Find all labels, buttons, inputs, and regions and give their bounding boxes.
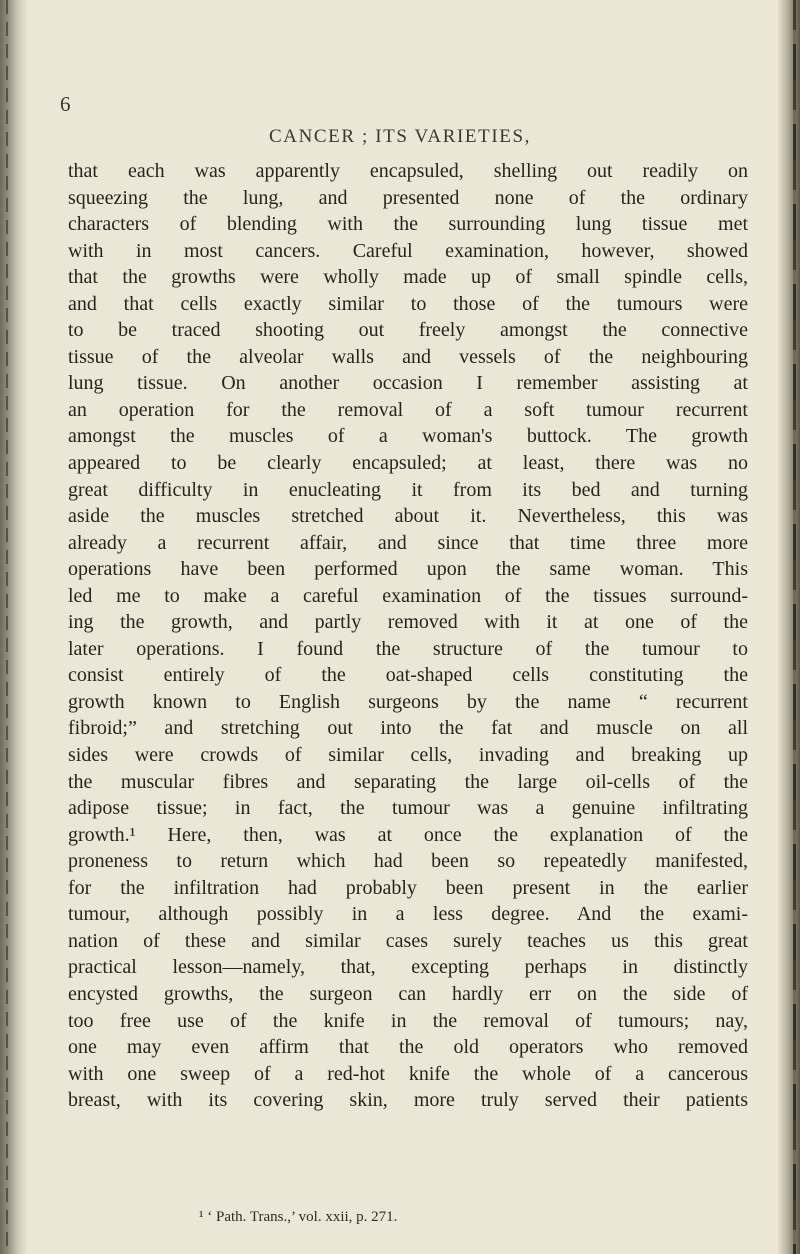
text-line: adipose tissue; in fact, the tumour was a genuine infiltrating xyxy=(68,797,748,820)
text-line: encysted growths, the surgeon can hardly err on the side of xyxy=(68,982,748,1005)
text-line: to be traced shooting out freely amongst the connective xyxy=(68,319,748,342)
text-line: and that cells exactly similar to those of the tumours were xyxy=(68,292,748,315)
text-line: too free use of the knife in the removal of tumours; nay, xyxy=(68,1009,748,1032)
text-line: fibroid;” and stretching out into the fat and muscle on all xyxy=(68,717,748,740)
page-number: 6 xyxy=(60,92,71,116)
text-line: consist entirely of the oat-shaped cells constituting the xyxy=(68,664,748,687)
text-line: amongst the muscles of a woman's buttock. The growth xyxy=(68,425,748,448)
text-line: with one sweep of a red-hot knife the whole of a cancerous xyxy=(68,1062,748,1085)
text-line: growth.¹ Here, then, was at once the explanation of the xyxy=(68,823,748,846)
text-line: aside the muscles stretched about it. Nevertheless, this was xyxy=(68,505,748,528)
text-line: proneness to return which had been so repeatedly manifested, xyxy=(68,850,748,873)
text-line: squeezing the lung, and presented none of the ordinary xyxy=(68,186,748,209)
page-binding-edge xyxy=(0,0,26,1254)
text-line: with in most cancers. Careful examination, however, showed xyxy=(68,239,748,262)
page-right-edge xyxy=(778,0,800,1254)
text-line: led me to make a careful examination of the tissues surround- xyxy=(68,584,748,607)
text-line: lung tissue. On another occasion I remember assisting at xyxy=(68,372,748,395)
text-line: one may even affirm that the old operators who removed xyxy=(68,1036,748,1059)
text-line: growth known to English surgeons by the name “ recurrent xyxy=(68,690,748,713)
text-line: appeared to be clearly encapsuled; at least, there was no xyxy=(68,452,748,475)
text-line: the muscular fibres and separating the large oil-cells of the xyxy=(68,770,748,793)
text-line: tumour, although possibly in a less degree. And the exami- xyxy=(68,903,748,926)
text-line: tissue of the alveolar walls and vessels of the neighbouring xyxy=(68,345,748,368)
text-line: that each was apparently encapsuled, shelling out readily on xyxy=(68,160,748,182)
text-line: already a recurrent affair, and since that time three more xyxy=(68,531,748,554)
text-line: characters of blending with the surrounding lung tissue met xyxy=(68,213,748,236)
text-line: sides were crowds of similar cells, invading and breaking up xyxy=(68,744,748,767)
text-line: ing the growth, and partly removed with it at one of the xyxy=(68,611,748,634)
text-line: an operation for the removal of a soft tumour recurrent xyxy=(68,398,748,421)
body-text xyxy=(68,158,748,1114)
text-line: later operations. I found the structure of the tumour to xyxy=(68,637,748,660)
text-line: breast, with its covering skin, more truly served their patients xyxy=(68,1089,748,1112)
text-line: for the infiltration had probably been present in the earlier xyxy=(68,876,748,899)
text-line: great difficulty in enucleating it from its bed and turning xyxy=(68,478,748,501)
footnote: ¹ ‘ Path. Trans.,’ vol. xxii, p. 271. xyxy=(199,1209,398,1225)
text-line: practical lesson—namely, that, excepting perhaps in distinctly xyxy=(68,956,748,979)
text-line: operations have been performed upon the same woman. This xyxy=(68,558,748,581)
text-line: that the growths were wholly made up of small spindle cells, xyxy=(68,266,748,289)
text-line: nation of these and similar cases surely teaches us this great xyxy=(68,929,748,952)
running-head: CANCER ; ITS VARIETIES, xyxy=(268,126,531,147)
